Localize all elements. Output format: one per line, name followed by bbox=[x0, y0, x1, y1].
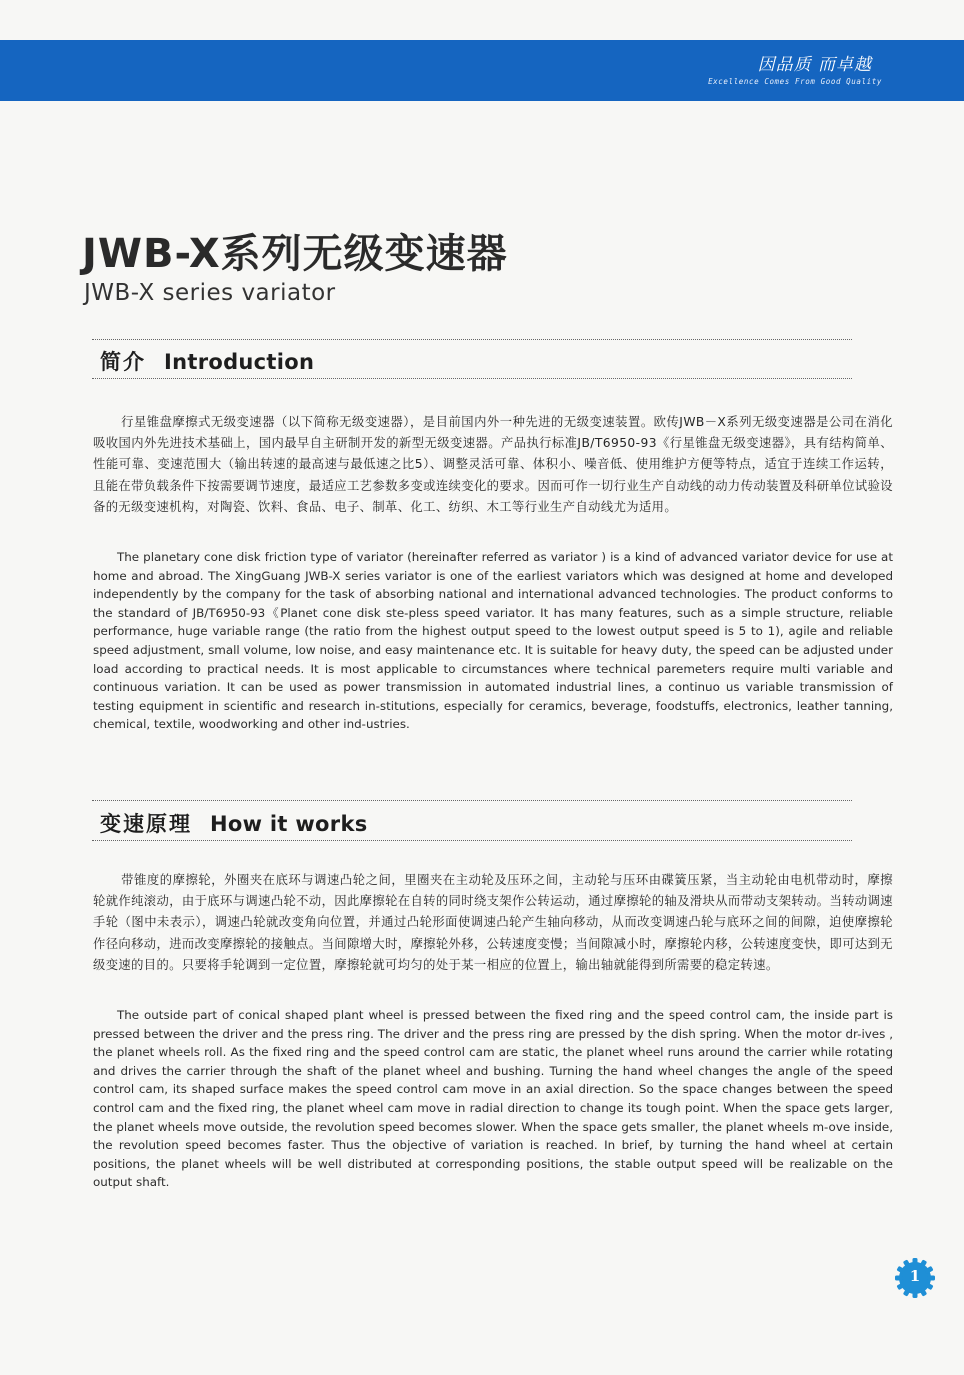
slogan-cn: 因品质 而卓越 bbox=[757, 55, 872, 75]
how-paragraph-cn bbox=[93, 870, 893, 976]
divider bbox=[92, 800, 852, 801]
section-heading-how-it-works bbox=[100, 808, 368, 838]
section-heading-cn: 简介 bbox=[100, 350, 146, 374]
how-paragraph-en bbox=[93, 1006, 893, 1192]
intro-paragraph-cn bbox=[93, 412, 893, 518]
slogan-en: Excellence Comes From Good Quality bbox=[708, 77, 882, 86]
page-title-en: JWB-X series variator bbox=[84, 280, 336, 306]
divider bbox=[92, 339, 852, 340]
divider bbox=[92, 840, 852, 841]
divider bbox=[92, 378, 852, 379]
intro-text-en: The planetary cone disk friction type of variator (hereinafter referred as variator ) is a kind of advanced variator device for use at home and abroad. The XingGuang JWB-X series variator is one of the earliest variators which was designed at home and developed independently by the company for the task of absorbing national and international advanced technologies. The product conforms to the standard of JB/T6950-93《Planet cone disk ste-pless speed variator. It has many features, such as a simple structure, reliable performance, huge variable range (the ratio from the highest output speed to the lowest output speed is 5 to 1), agile and reliable speed adjustment, small volume, low noise, and easy maintenance etc. It is suitable for heavy duty, the speed can be adjusted under load according to practical needs. It is most applicable to circumstances where technical paremeters require multi variable and continuous variation. It can be used as power transmission in automated industrial lines, a continuo us variable transmission of testing equipment in scientific and research in-stitutions, especially for ceramics, beverage, foodstuffs, electronics, leather tanning, chemical, textile, woodworking and other ind-ustries. bbox=[93, 550, 893, 732]
section-heading-cn: 变速原理 bbox=[100, 812, 192, 836]
intro-paragraph-en bbox=[93, 548, 893, 734]
intro-text-cn: 行星锥盘摩擦式无级变速器（以下简称无级变速器），是目前国内外一种先进的无级变速装置。欧传JWB－X系列无级变速器是公司在消化吸收国内外先进技术基础上，国内最早自主研制开发的新型无级变速器。产品执行标准JB/T6950-93《行星锥盘无级变速器》，具有结构简单、性能可靠、变速范围大（输出转速的最高速与最低速之比5）、调整灵活可靠、体积小、噪音低、使用维护方便等特点，适宜于连续工作运转，且能在带负载条件下按需要调节速度，最适应工艺参数多变或连续变化的要求。因而可作一切行业生产自动线的动力传动装置及科研单位试验设备的无级变速机构，对陶瓷、饮料、食品、电子、制革、化工、纺织、木工等行业生产自动线尤为适用。 bbox=[93, 415, 893, 514]
how-text-cn: 带锥度的摩擦轮，外圈夹在底环与调速凸轮之间，里圈夹在主动轮及压环之间，主动轮与压环由碟簧压紧，当主动轮由电机带动时，摩擦轮就作纯滚动，由于底环与调速凸轮不动，因此摩擦轮在自转的同时绕支架作公转运动，通过摩擦轮的轴及滑块从而带动支架转动。当转动调速手轮（图中未表示），调速凸轮就改变角向位置，并通过凸轮形面使调速凸轮产生轴向移动，从而改变调速凸轮与底环之间的间隙，迫使摩擦轮作径向移动，进而改变摩擦轮的接触点。当间隙增大时，摩擦轮外移，公转速度变慢；当间隙减小时，摩擦轮内移，公转速度变快，即可达到无级变速的目的。只要将手轮调到一定位置，摩擦轮就可均匀的处于某一相应的位置上，输出轴就能得到所需要的稳定转速。 bbox=[93, 873, 893, 972]
how-text-en: The outside part of conical shaped plant wheel is pressed between the fixed ring and the speed control cam, the inside part is pressed between the driver and the press ring. The driver and the press ring are pressed by the dish spring. When the motor dr-ives , the planet wheels roll. As the fixed ring and the speed control cam are static, the planet wheel runs around the carrier while rotating and drives the carrier through the shaft of the planet wheel and bushing. Turning the hand wheel changes the angle of the speed control cam, its shaped surface makes the speed control cam move in an axial direction. So the space changes between the speed control cam and the fixed ring, the planet wheel cam move in radial direction to change its tough point. When the space gets larger, the planet wheels move outside, the revolution speed becomes slower. When the space gets smaller, the planet wheels m-ove inside, the revolution speed becomes faster. Thus the objective of variation is reached. In brief, by turning the hand wheel at certain positions, the planet wheels will be well distributed at corresponding positions, the stable output speed will be realizable on the output shaft. bbox=[93, 1008, 893, 1190]
page-number-badge bbox=[893, 1256, 937, 1300]
section-heading-introduction bbox=[100, 346, 314, 376]
page-number: 1 bbox=[909, 1267, 921, 1285]
section-heading-en: How it works bbox=[210, 812, 368, 836]
section-heading-en: Introduction bbox=[164, 350, 315, 374]
header-banner bbox=[0, 40, 964, 101]
page-title-cn: JWB-X系列无级变速器 bbox=[82, 231, 508, 277]
